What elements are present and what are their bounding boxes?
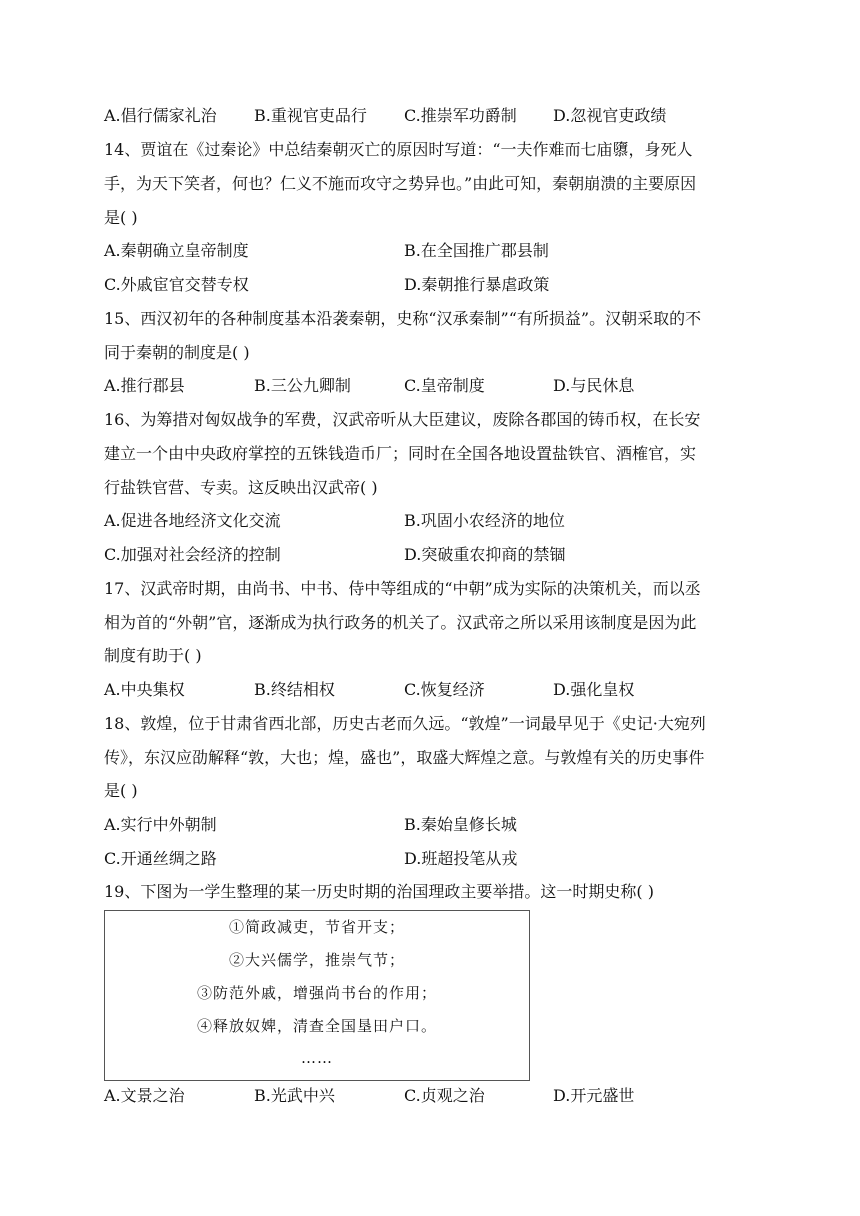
q16-option-c[interactable]: C.加强对社会经济的控制: [104, 545, 281, 564]
q15-option-d[interactable]: D.与民休息: [553, 376, 635, 395]
q18-option-a[interactable]: A.实行中外朝制: [104, 815, 217, 834]
q14-option-b[interactable]: B.在全国推广郡县制: [404, 241, 549, 260]
q18-stem-line-3: 是( ): [104, 781, 138, 800]
q15-stem-line-1: 15、西汉初年的各种制度基本沿袭秦朝，史称“汉承秦制”“有所损益”。汉朝采取的不: [104, 309, 702, 328]
q15-option-c[interactable]: C.皇帝制度: [404, 376, 485, 395]
q17-option-c[interactable]: C.恢复经济: [404, 680, 485, 699]
q13-option-a[interactable]: A.倡行儒家礼治: [104, 106, 217, 125]
q13-option-d[interactable]: D.忽视官吏政绩: [553, 106, 667, 125]
q19-figure-item-2: ②大兴儒学，推崇气节；: [228, 951, 405, 969]
q19-option-d[interactable]: D.开元盛世: [553, 1086, 635, 1105]
q14-stem-line-1: 14、贾谊在《过秦论》中总结秦朝灭亡的原因时写道：“一夫作难而七庙隳，身死人: [104, 140, 693, 159]
q18-option-c[interactable]: C.开通丝绸之路: [104, 849, 217, 868]
q19-figure-ellipsis: ……: [301, 1049, 333, 1067]
q19-option-c[interactable]: C.贞观之治: [404, 1086, 485, 1105]
q18-option-b[interactable]: B.秦始皇修长城: [404, 815, 517, 834]
q17-option-d[interactable]: D.强化皇权: [553, 680, 635, 699]
q16-option-a[interactable]: A.促进各地经济文化交流: [104, 511, 281, 530]
q15-stem-line-2: 同于秦朝的制度是( ): [104, 343, 250, 362]
q16-stem-line-3: 行盐铁官营、专卖。这反映出汉武帝( ): [104, 478, 378, 497]
q14-stem-line-2: 手，为天下笑者，何也？仁义不施而攻守之势异也。”由此可知，秦朝崩溃的主要原因: [104, 174, 697, 193]
q15-option-a[interactable]: A.推行郡县: [104, 376, 185, 395]
q14-stem-line-3: 是( ): [104, 208, 138, 227]
q14-option-a[interactable]: A.秦朝确立皇帝制度: [104, 241, 249, 260]
q14-option-d[interactable]: D.秦朝推行暴虐政策: [404, 275, 550, 294]
q17-option-b[interactable]: B.终结相权: [254, 680, 335, 699]
q17-stem-line-2: 相为首的“外朝”官，逐渐成为执行政务的机关了。汉武帝之所以采用该制度是因为此: [104, 613, 697, 632]
q13-option-c[interactable]: C.推崇军功爵制: [404, 106, 517, 125]
q16-option-d[interactable]: D.突破重农抑商的禁锢: [404, 545, 566, 564]
q17-stem-line-3: 制度有助于( ): [104, 646, 202, 665]
q13-option-b[interactable]: B.重视官吏品行: [254, 106, 367, 125]
q19-figure-item-4: ④释放奴婢，清查全国垦田户口。: [196, 1017, 437, 1035]
q16-stem-line-1: 16、为筹措对匈奴战争的军费，汉武帝听从大臣建议，废除各郡国的铸币权，在长安: [104, 410, 701, 429]
q16-option-b[interactable]: B.巩固小农经济的地位: [404, 511, 565, 530]
q19-option-a[interactable]: A.文景之治: [104, 1086, 185, 1105]
q17-option-a[interactable]: A.中央集权: [104, 680, 185, 699]
q16-stem-line-2: 建立一个由中央政府掌控的五铢钱造币厂；同时在全国各地设置盐铁官、酒榷官，实: [104, 444, 697, 463]
q19-figure-item-1: ①简政减吏，节省开支；: [228, 918, 405, 936]
q18-option-d[interactable]: D.班超投笔从戎: [404, 849, 518, 868]
q17-stem-line-1: 17、汉武帝时期，由尚书、中书、侍中等组成的“中朝”成为实际的决策机关，而以丞: [104, 579, 701, 598]
q19-figure-item-3: ③防范外戚，增强尚书台的作用；: [196, 984, 437, 1002]
q19-figure-box: [104, 910, 530, 1081]
q18-stem-line-2: 传》，东汉应劭解释“敦，大也；煌，盛也”，取盛大辉煌之意。与敦煌有关的历史事件: [104, 748, 705, 767]
q18-stem-line-1: 18、敦煌，位于甘肃省西北部，历史古老而久远。“敦煌”一词最早见于《史记·大宛列: [104, 714, 706, 733]
q19-stem-line-1: 19、下图为一学生整理的某一历史时期的治国理政主要举措。这一时期史称( ): [104, 882, 654, 901]
q15-option-b[interactable]: B.三公九卿制: [254, 376, 351, 395]
q14-option-c[interactable]: C.外戚宦官交替专权: [104, 275, 249, 294]
q19-option-b[interactable]: B.光武中兴: [254, 1086, 335, 1105]
